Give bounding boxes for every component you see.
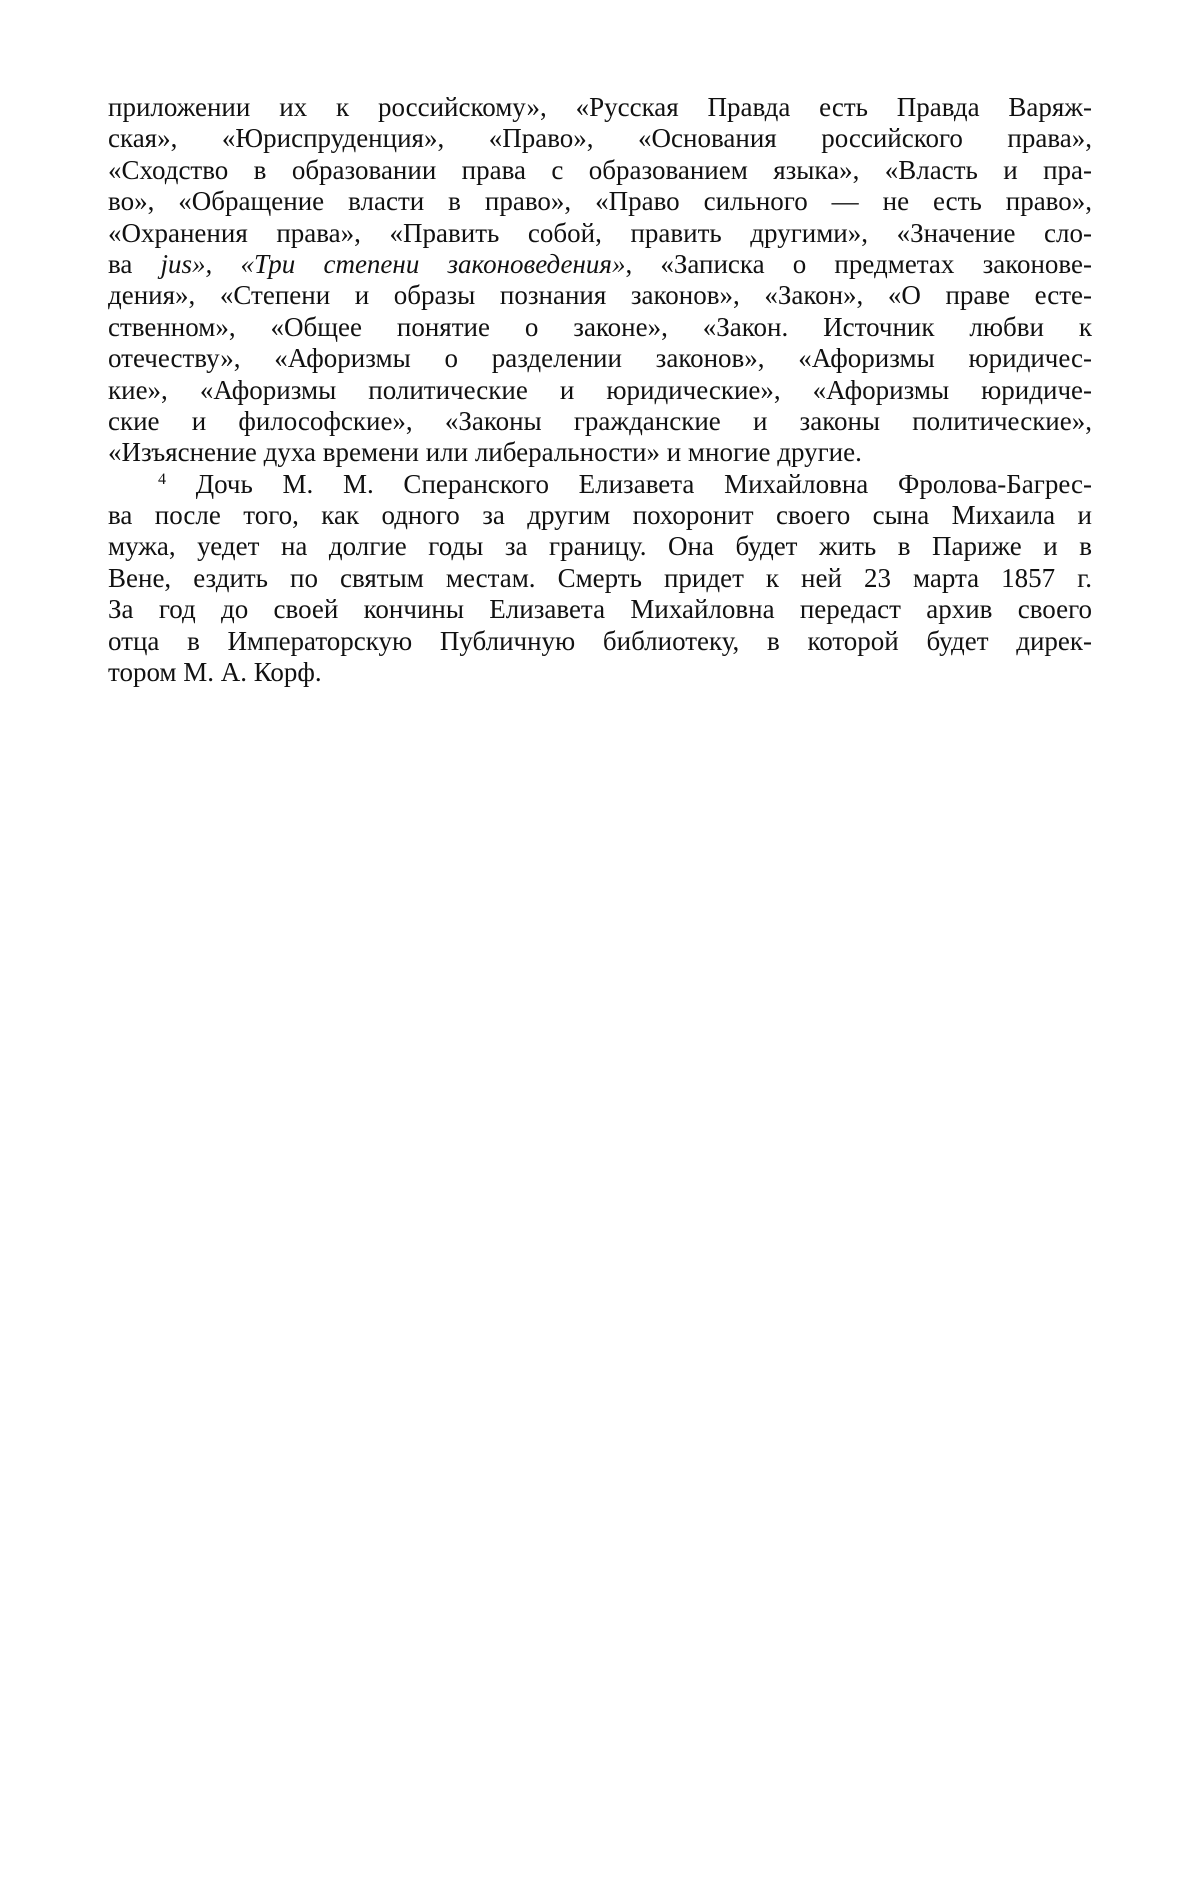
- text-line: мужа, уедет на долгие годы за границу. Она будет жить в Париже и в: [108, 531, 1092, 562]
- text-line: тором М. А. Корф.: [108, 657, 322, 688]
- text-line: ва после того, как одного за другим похоронит своего сына Михаила и: [108, 500, 1092, 531]
- text-segment: Дочь М. М. Сперанского Елизавета Михайловна Фролова-Багрес-: [195, 468, 1092, 499]
- text-line: ственном», «Общее понятие о законе», «Закон. Источник любви к: [108, 311, 1092, 342]
- text-line: За год до своей кончины Елизавета Михайловна передаст архив своего: [108, 594, 1092, 625]
- footnote-marker: 4: [158, 470, 166, 488]
- italic-segment: jus», «Три степени законоведения»: [160, 248, 626, 279]
- text-line: [108, 469, 1092, 500]
- text-line: «Сходство в образовании права с образованием языка», «Власть и пра-: [108, 154, 1092, 185]
- text-segment: ва: [108, 248, 161, 279]
- text-line: приложении их к российскому», «Русская Правда есть Правда Варяж-: [108, 92, 1092, 122]
- text-line: «Охранения права», «Править собой, править другими», «Значение сло-: [108, 217, 1092, 248]
- notes-text: [108, 92, 1092, 688]
- text-line: кие», «Афоризмы политические и юридические», «Афоризмы юридиче-: [108, 374, 1092, 405]
- footnote-4: [108, 469, 1092, 689]
- text-line: отца в Императорскую Публичную библиотеку, в которой будет дирек-: [108, 625, 1092, 656]
- text-line: «Изъяснение духа времени или либеральности» и многие другие.: [108, 437, 862, 468]
- text-line: отечеству», «Афоризмы о разделении законов», «Афоризмы юридичес-: [108, 343, 1092, 374]
- text-line: Вене, ездить по святым местам. Смерть придет к ней 23 марта 1857 г.: [108, 562, 1092, 593]
- continued-note: [108, 92, 1092, 469]
- text-line: во», «Обращение власти в право», «Право сильного — не есть право»,: [108, 186, 1092, 217]
- text-line: ские и философские», «Законы гражданские и законы политические»,: [108, 405, 1092, 436]
- text-segment: , «Записка о предметах законове-: [625, 248, 1092, 279]
- text-line: [108, 249, 1092, 280]
- text-line: дения», «Степени и образы познания законов», «Закон», «О праве есте-: [108, 280, 1092, 311]
- text-line: ская», «Юриспруденция», «Право», «Основания российского права»,: [108, 123, 1092, 154]
